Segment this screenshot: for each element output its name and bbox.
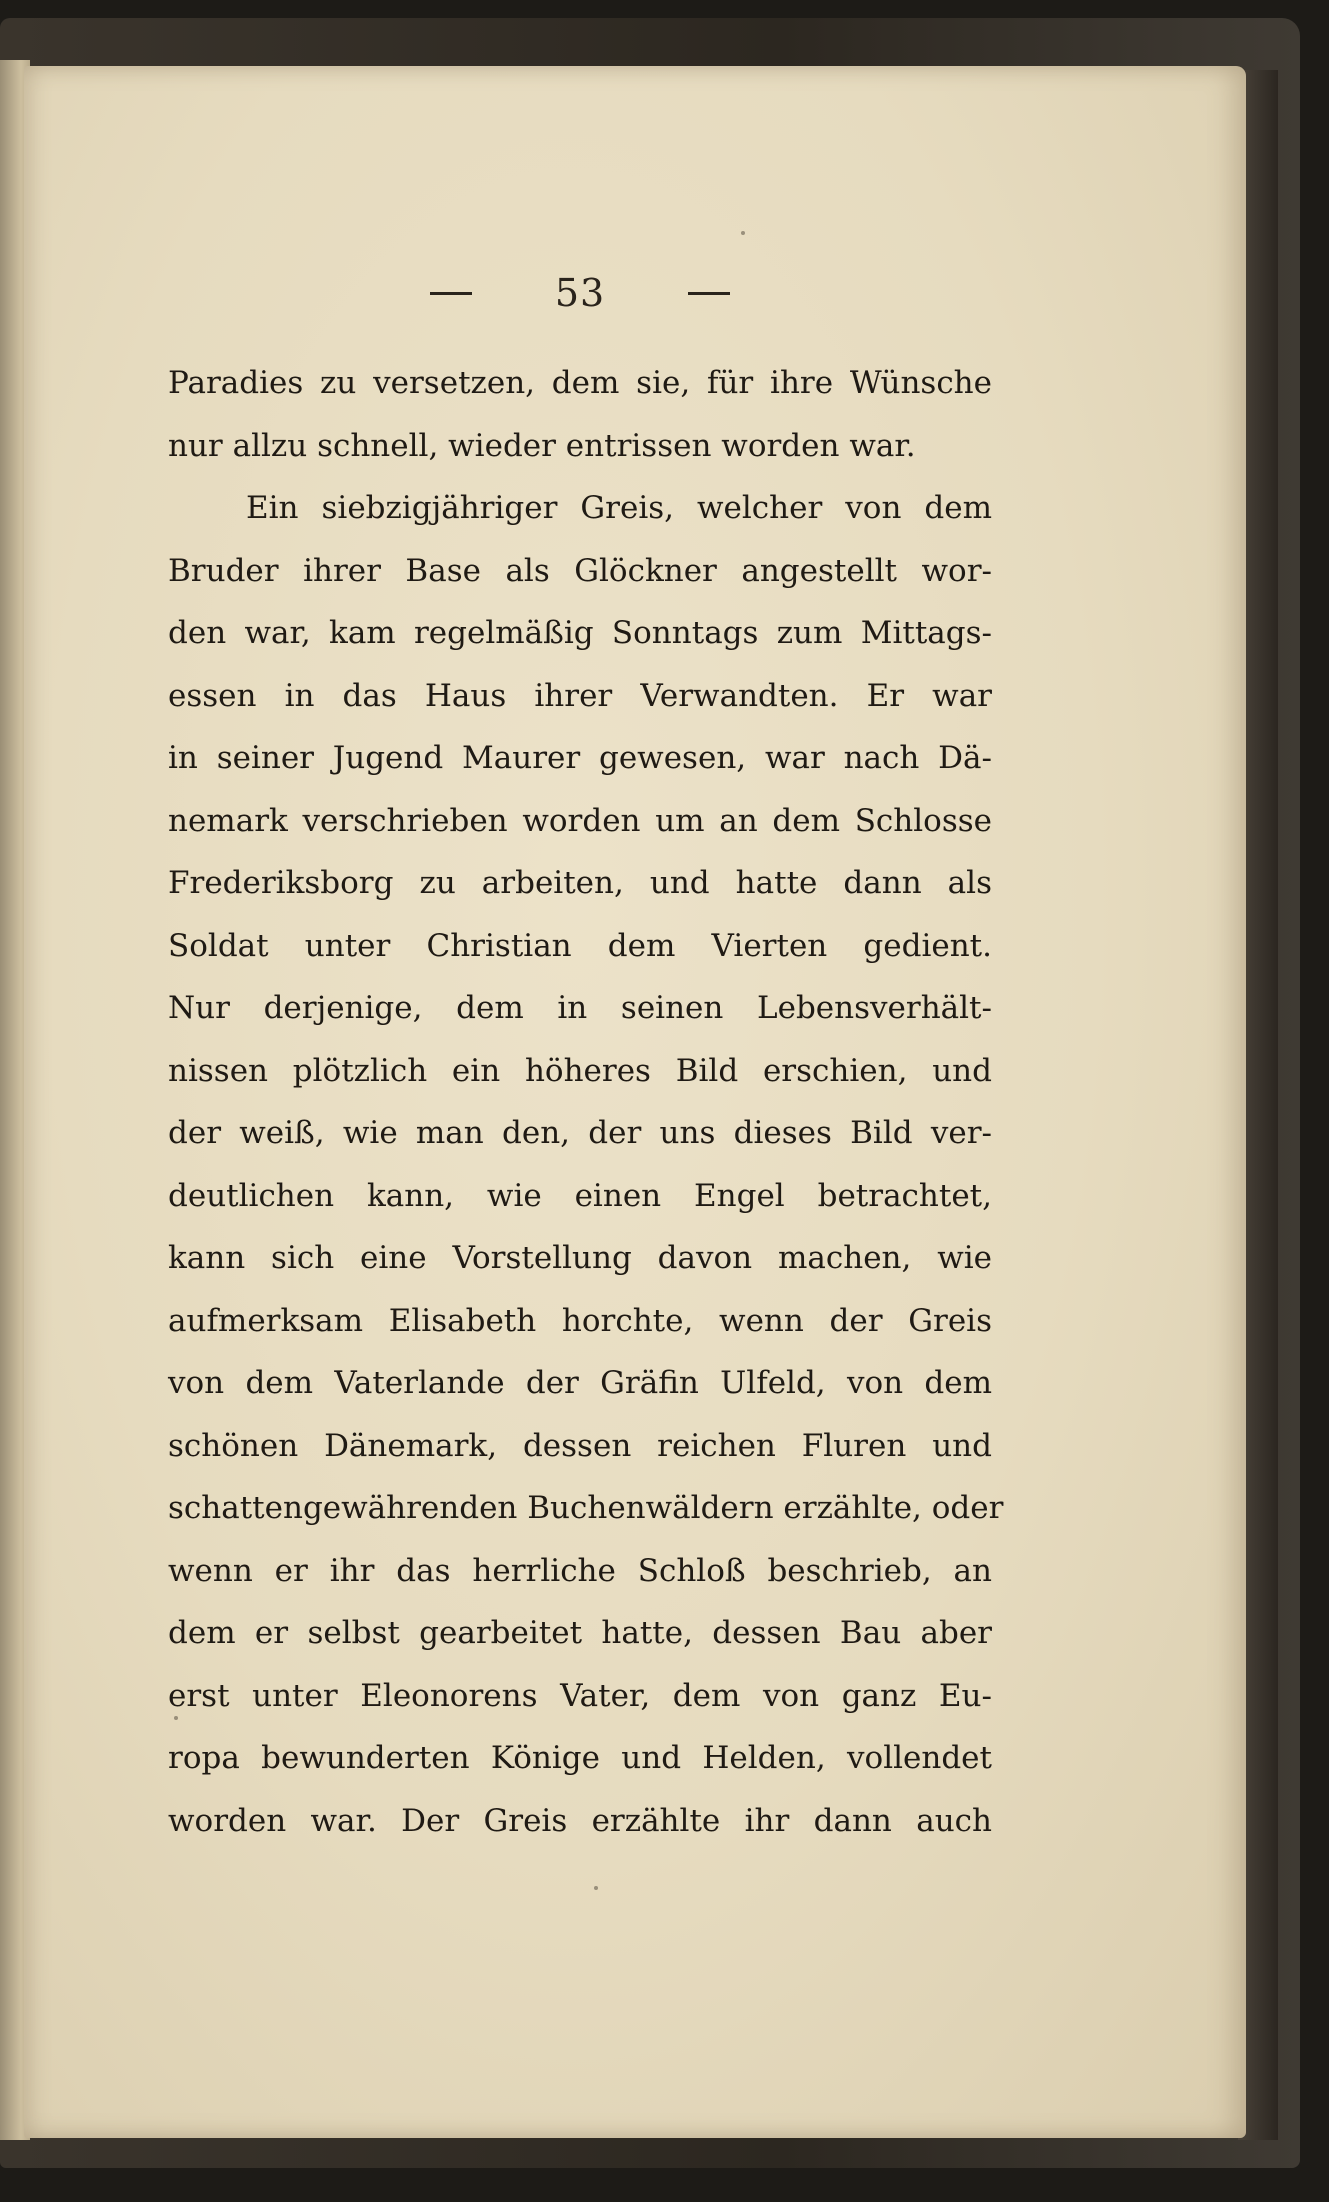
text-line: Nur derjenige, dem in seinen Lebensverhält- — [168, 990, 992, 1026]
text-line: erst unter Eleonorens Vater, dem von ganz Eu- — [168, 1677, 992, 1714]
text-line: Bruder ihrer Base als Glöckner angestellt wor- — [168, 552, 992, 589]
paper-speck — [594, 1886, 598, 1890]
text-line: schönen Dänemark, dessen reichen Fluren und — [168, 1427, 992, 1464]
text-line: von dem Vaterlande der Gräfin Ulfeld, von dem — [168, 1365, 992, 1401]
text-line: nur allzu schnell, wieder entrissen worden war. — [168, 427, 916, 464]
text-line: essen in das Haus ihrer Verwandten. Er war — [168, 677, 992, 714]
text-line: Ein siebzigjähriger Greis, welcher von dem — [246, 490, 992, 526]
text-line: kann sich eine Vorstellung davon machen, wie — [168, 1240, 992, 1276]
text-line: wenn er ihr das herrliche Schloß beschrieb, an — [168, 1552, 992, 1589]
text-line: dem er selbst gearbeitet hatte, dessen Bau aber — [168, 1615, 992, 1651]
text-line: den war, kam regelmäßig Sonntags zum Mittags- — [168, 615, 992, 651]
text-line: aufmerksam Elisabeth horchte, wenn der Greis — [168, 1302, 992, 1339]
text-line: nissen plötzlich ein höheres Bild erschien, und — [168, 1052, 992, 1089]
text-line: ropa bewunderten Könige und Helden, vollendet — [168, 1740, 992, 1776]
header-dash-right — [688, 292, 730, 295]
page-number: 53 — [554, 271, 606, 315]
paper-speck — [741, 231, 745, 235]
text-line: in seiner Jugend Maurer gewesen, war nach Dä- — [168, 740, 992, 776]
text-line: der weiß, wie man den, der uns dieses Bild ver- — [168, 1115, 992, 1151]
text-line: Soldat unter Christian dem Vierten gedient. — [168, 927, 992, 964]
text-line: deutlichen kann, wie einen Engel betrachtet, — [168, 1177, 992, 1214]
text-line: worden war. Der Greis erzählte ihr dann auch — [168, 1802, 992, 1839]
text-line: Frederiksborg zu arbeiten, und hatte dann als — [168, 865, 992, 901]
text-line: Paradies zu versetzen, dem sie, für ihre Wünsche — [168, 365, 992, 401]
page-header — [420, 268, 740, 318]
page-body-text — [168, 352, 1004, 1852]
text-line: nemark verschrieben worden um an dem Schlosse — [168, 802, 992, 839]
text-line: schattengewährenden Buchenwäldern erzählte, oder — [168, 1490, 1004, 1526]
